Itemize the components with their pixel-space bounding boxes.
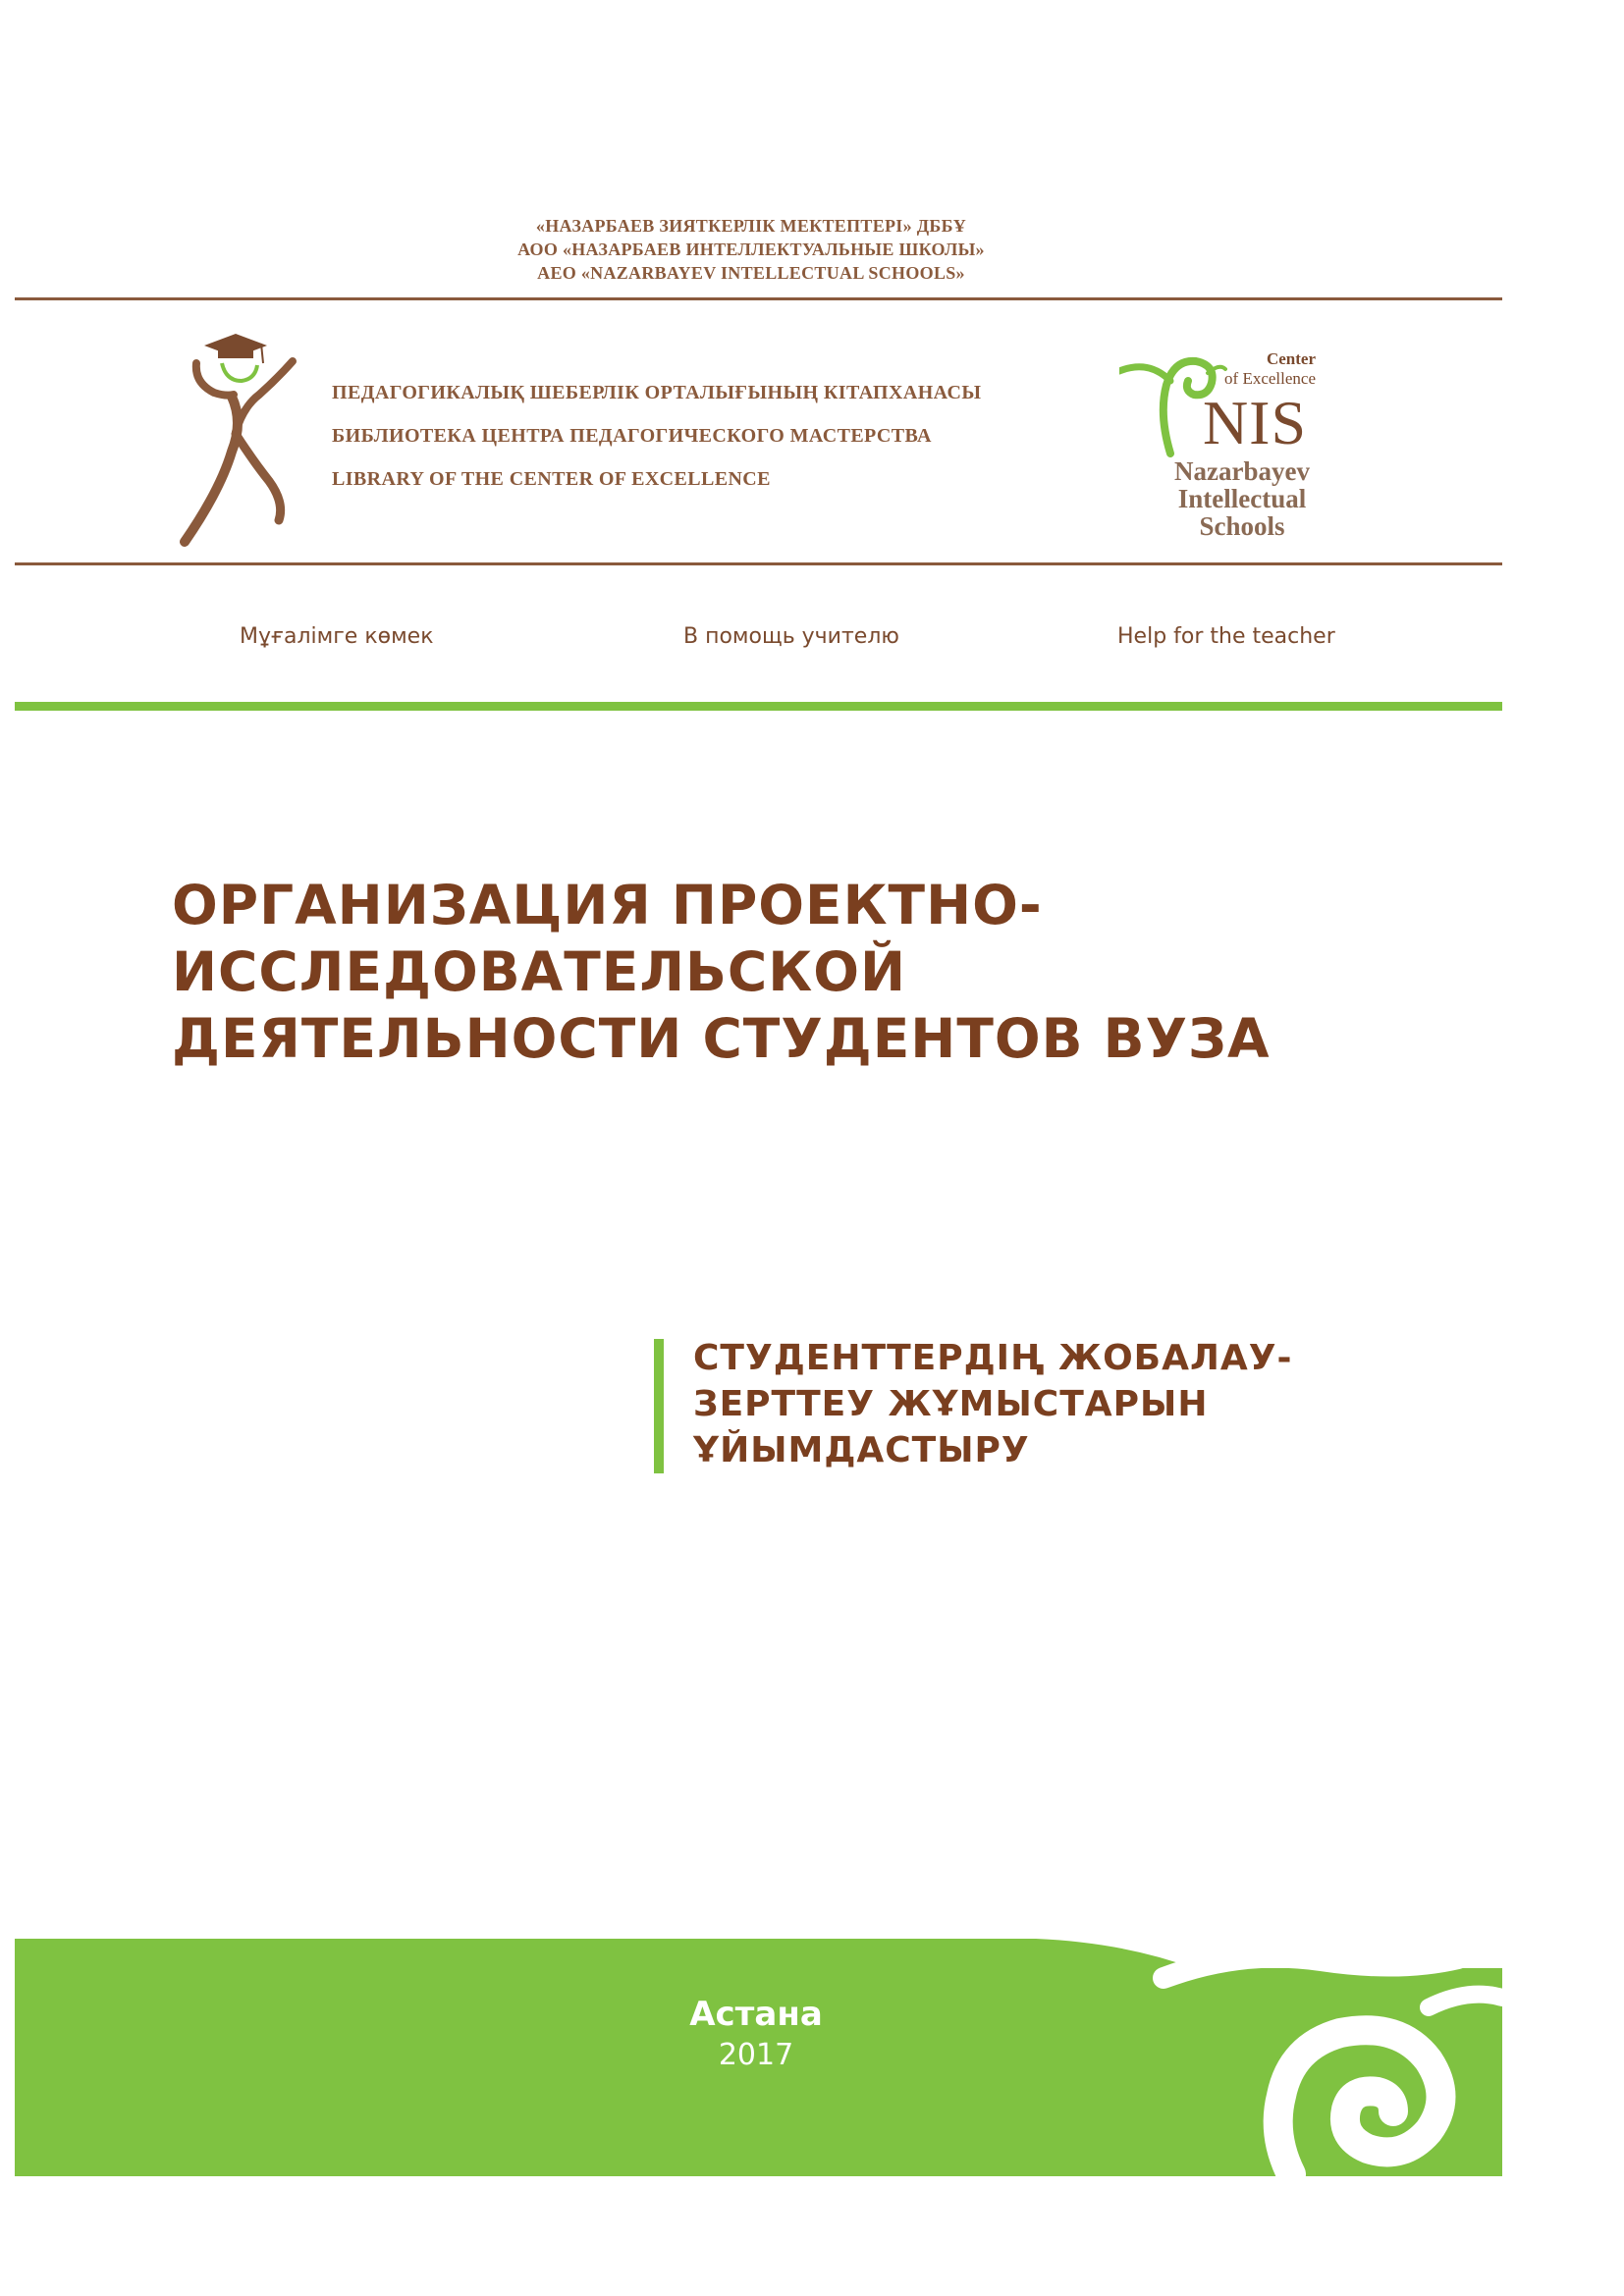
book-title-line-2: ИССЛЕДОВАТЕЛЬСКОЙ [172,940,907,1003]
nis-center-label: Center [1266,349,1316,368]
nis-name-schools: Schools [1199,511,1285,541]
library-name-ru: БИБЛИОТЕКА ЦЕНТРА ПЕДАГОГИЧЕСКОГО МАСТЕРСТВА [332,425,932,447]
center-of-excellence-logo-icon [175,324,302,550]
nis-excellence-label: of Excellence [1224,369,1316,388]
series-divider [15,702,1502,711]
book-title-line-1: ОРГАНИЗАЦИЯ ПРОЕКТНО- [172,874,1043,936]
publication-year: 2017 [718,2038,794,2072]
nis-mark: NIS [1202,388,1308,457]
nis-name-intellectual: Intellectual [1177,484,1307,513]
series-label-kz: Мұғалімге көмек [240,624,434,649]
subtitle-line-2: ЗЕРТТЕУ ЖҰМЫСТАРЫН [693,1384,1209,1424]
header-divider-bottom [15,562,1502,565]
nis-logo [1119,346,1316,542]
subtitle-line-3: ҰЙЫМДАСТЫРУ [693,1430,1030,1470]
library-name-kz: ПЕДАГОГИКАЛЫҚ ШЕБЕРЛІК ОРТАЛЫҒЫНЫҢ КІТАПХАНАСЫ [332,382,982,403]
series-label-ru: В помощь учителю [683,624,899,649]
org-name-ru: АОО «НАЗАРБАЕВ ИНТЕЛЛЕКТУАЛЬНЫЕ ШКОЛЫ» [517,240,985,259]
subtitle-line-1: СТУДЕНТТЕРДІҢ ЖОБАЛАУ- [693,1338,1293,1378]
org-name-kz: «НАЗАРБАЕВ ЗИЯТКЕРЛІК МЕКТЕПТЕРІ» ДББҰ [535,216,967,236]
nis-name-nazarbayev: Nazarbayev [1174,456,1310,486]
publication-city: Астана [689,1995,823,2034]
book-title [172,872,1271,1072]
book-subtitle-kz [693,1335,1292,1473]
series-label-en: Help for the teacher [1117,624,1335,649]
library-name-en: LIBRARY OF THE CENTER OF EXCELLENCE [332,468,771,490]
header-divider-top [15,297,1502,300]
book-title-line-3: ДЕЯТЕЛЬНОСТИ СТУДЕНТОВ ВУЗА [172,1007,1271,1070]
subtitle-accent-bar [654,1339,664,1473]
org-name-en: AEO «NAZARBAYEV INTELLECTUAL SCHOOLS» [537,263,965,283]
